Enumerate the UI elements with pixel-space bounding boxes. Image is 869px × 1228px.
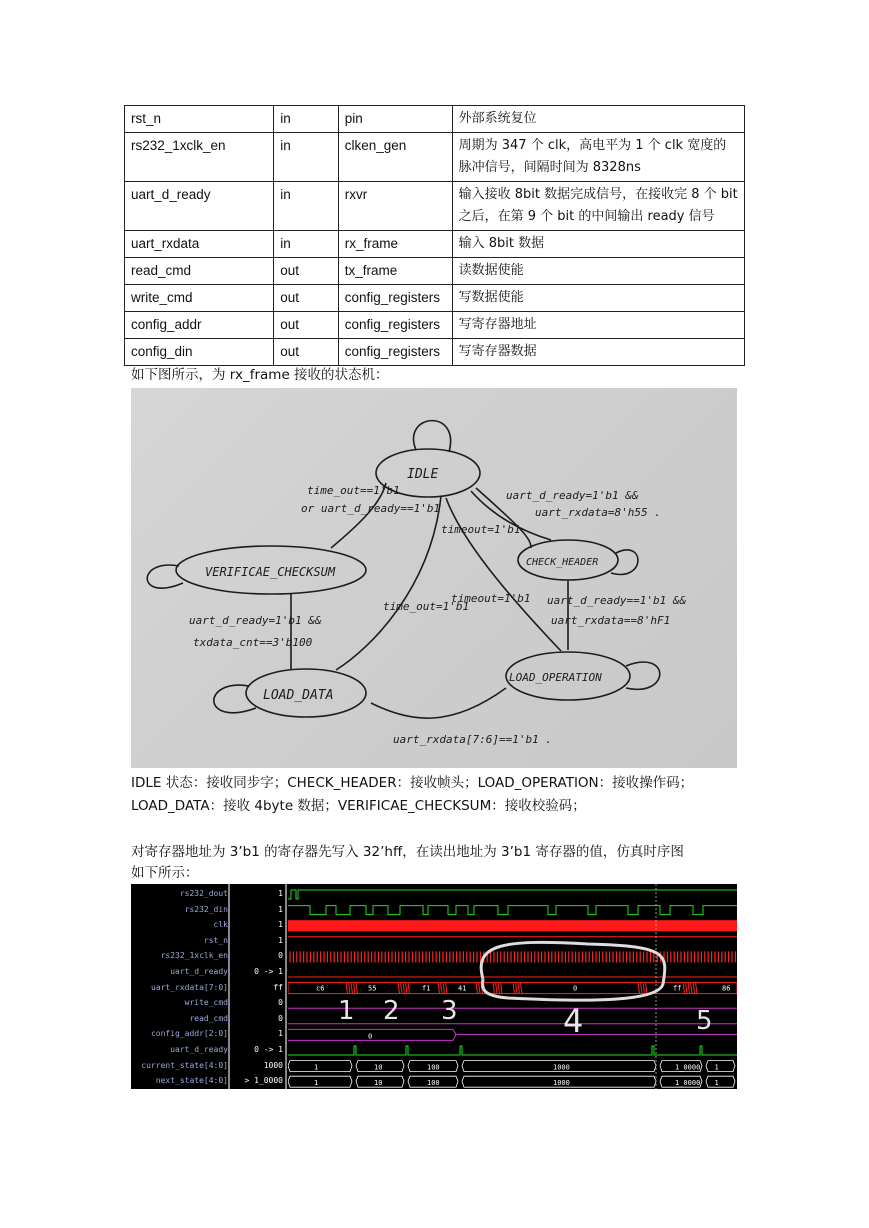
fsm-trans-4: uart_rxdata=8'h55 . xyxy=(535,506,661,519)
current-state-value: 1_0000 xyxy=(675,1063,701,1072)
config-addr-value: 0 xyxy=(368,1032,373,1041)
fsm-label-verify: VERIFICAE_CHECKSUM xyxy=(205,565,336,579)
fsm-label-check-header: CHECK_HEADER xyxy=(526,557,599,568)
wave-rxdata-transition xyxy=(498,983,500,994)
state-bus-segment xyxy=(706,1076,735,1087)
direction-cell: in xyxy=(274,182,339,231)
column-divider xyxy=(285,884,287,1089)
state-bus-segment xyxy=(288,1076,352,1087)
wave-rxdata-transition xyxy=(493,983,495,994)
current-state-value: 1 xyxy=(714,1063,719,1072)
wave-rxdata-transition xyxy=(356,983,358,994)
signal-name-cell: write_cmd xyxy=(125,285,274,312)
wave-rxdata-transition xyxy=(354,983,356,994)
waveform-plot xyxy=(288,884,737,1089)
signal-name[interactable]: rst_n xyxy=(203,935,228,945)
direction-cell: out xyxy=(274,339,339,366)
signal-value: 1 xyxy=(278,935,283,945)
direction-cell: in xyxy=(274,231,339,258)
wave-rxdata-transition xyxy=(438,983,440,994)
module-cell: clken_gen xyxy=(338,133,452,182)
signal-value: 1000 xyxy=(263,1060,283,1070)
wave-rxdata-transition xyxy=(441,983,443,994)
direction-cell: out xyxy=(274,258,339,285)
fsm-trans-5: timeout=1'b1 xyxy=(441,523,521,536)
module-cell: rxvr xyxy=(338,182,452,231)
fsm-trans-2: or uart_d_ready==1'b1 xyxy=(301,502,441,515)
signal-name[interactable]: rs232_dout xyxy=(179,889,228,898)
annotation-number: 3 xyxy=(441,996,458,1026)
wave-rxdata-transition xyxy=(638,983,640,994)
table-row xyxy=(125,182,745,231)
description-cell: 写寄存器数据 xyxy=(452,339,744,366)
next-state-value: 100 xyxy=(427,1079,440,1088)
next-state-value: 1_0000 xyxy=(675,1079,701,1088)
fsm-trans-7: timeout=1'b1 xyxy=(451,592,531,605)
wave-rxdata-transition xyxy=(691,983,693,994)
column-divider xyxy=(228,884,230,1089)
fsm-trans-6: time_out=1'b1 xyxy=(383,600,470,613)
next-state-value: 1000 xyxy=(553,1079,570,1088)
rxdata-value: c6 xyxy=(316,984,325,993)
fsm-photo xyxy=(131,388,737,768)
signal-value: > 1_0000 xyxy=(244,1076,283,1086)
fsm-trans-1: time_out==1'b1 xyxy=(307,484,400,497)
states-desc-line-2: LOAD_DATA：接收 4byte 数据；VERIFICAE_CHECKSUM：接收校验码； xyxy=(131,798,586,814)
signal-name[interactable]: uart_d_ready xyxy=(170,1045,228,1054)
wave-rxdata-transition xyxy=(346,983,348,994)
signal-name[interactable]: rs232_din xyxy=(184,904,228,914)
direction-cell: out xyxy=(274,285,339,312)
wave-rxdata-transition xyxy=(518,983,520,994)
signal-name-cell: read_cmd xyxy=(125,258,274,285)
wave-rxdata-transition xyxy=(476,983,478,994)
module-cell: config_registers xyxy=(338,339,452,366)
module-cell: config_registers xyxy=(338,285,452,312)
signal-name-cell: rst_n xyxy=(125,106,274,133)
wave-rxdata-bus xyxy=(288,983,737,994)
module-cell: rx_frame xyxy=(338,231,452,258)
state-bus-segment xyxy=(706,1061,735,1072)
wave-rxdata-transition xyxy=(693,983,695,994)
wave-rxdata-transition xyxy=(408,983,410,994)
wave-rs232-dout xyxy=(288,890,737,899)
wave-rxdata-transition xyxy=(398,983,400,994)
signal-name[interactable]: clk xyxy=(213,920,228,930)
direction-cell: in xyxy=(274,106,339,133)
current-state-value: 10 xyxy=(374,1063,383,1072)
fsm-label-load-data: LOAD_DATA xyxy=(263,688,334,703)
next-state-value: 1 xyxy=(714,1079,719,1088)
signal-name-cell: uart_rxdata xyxy=(125,231,274,258)
table-row xyxy=(125,133,745,182)
module-cell: tx_frame xyxy=(338,258,452,285)
signal-value: 1 xyxy=(278,920,283,930)
signal-name[interactable]: next_state[4:0] xyxy=(155,1076,228,1086)
wave-rxdata-transition xyxy=(516,983,518,994)
wave-rxdata-transition xyxy=(641,983,643,994)
fsm-diagram xyxy=(131,388,737,768)
wave-rxdata-transition xyxy=(496,983,498,994)
sim-desc-line-1: 对寄存器地址为 3’b1 的寄存器先写入 32’hff，在读出地址为 3’b1 寄存器的值，仿真时序图 xyxy=(131,844,684,860)
rxdata-value: 55 xyxy=(368,984,377,993)
signal-table xyxy=(124,105,745,366)
fsm-intro-text: 如下图所示，为 rx_frame 接收的状态机： xyxy=(131,367,389,383)
wave-rxdata-transition xyxy=(521,983,523,994)
current-state-value: 1000 xyxy=(553,1063,570,1072)
signal-name-cell: config_addr xyxy=(125,312,274,339)
fsm-trans-10: uart_d_ready==1'b1 && xyxy=(547,594,687,607)
wave-rxdata-transition xyxy=(443,983,445,994)
description-cell: 周期为 347 个 clk，高电平为 1 个 clk 宽度的脉冲信号，间隔时间为 8328ns xyxy=(452,133,744,182)
wave-rxdata-transition xyxy=(349,983,351,994)
wave-rxdata-transition xyxy=(683,983,685,994)
direction-cell: in xyxy=(274,133,339,182)
signal-table-body xyxy=(125,106,745,366)
signal-name[interactable]: rs232_1xclk_en xyxy=(160,951,228,961)
annotation-number: 2 xyxy=(383,996,400,1026)
rxdata-value: 41 xyxy=(458,984,467,993)
description-cell: 写寄存器地址 xyxy=(452,312,744,339)
wave-rxdata-transition xyxy=(686,983,688,994)
table-row xyxy=(125,258,745,285)
direction-cell: out xyxy=(274,312,339,339)
signal-name[interactable]: current_state[4:0] xyxy=(141,1060,228,1070)
signal-value: 0 xyxy=(278,998,283,1008)
table-row xyxy=(125,285,745,312)
module-cell: config_registers xyxy=(338,312,452,339)
fsm-trans-11: uart_rxdata==8'hF1 xyxy=(551,614,671,627)
table-row xyxy=(125,312,745,339)
signal-name[interactable]: write_cmd xyxy=(184,998,228,1008)
annotation-number: 4 xyxy=(563,1002,584,1040)
signal-name-cell: uart_d_ready xyxy=(125,182,274,231)
signal-value: 0 xyxy=(278,951,283,961)
states-desc-line-1: IDLE 状态：接收同步字；CHECK_HEADER：接收帧头；LOAD_OPERATION：接收操作码； xyxy=(131,775,694,791)
wave-rxdata-transition xyxy=(501,983,503,994)
signal-name[interactable]: config_addr[2:0] xyxy=(150,1029,228,1039)
wave-rxdata-transition xyxy=(646,983,648,994)
signal-name[interactable]: uart_d_ready xyxy=(170,967,228,976)
wave-rxdata-transition xyxy=(446,983,448,994)
signal-name[interactable]: uart_rxdata[7:0] xyxy=(150,982,228,992)
wave-rs232-din xyxy=(288,906,737,915)
signal-name[interactable]: read_cmd xyxy=(189,1013,228,1023)
rxdata-value: 0 xyxy=(573,984,578,993)
signal-value: 0 -> 1 xyxy=(254,1045,283,1054)
wave-rxdata-transition xyxy=(479,983,481,994)
rxdata-value: f1 xyxy=(422,984,431,993)
signal-value: ff xyxy=(273,982,283,992)
annotation-number: 1 xyxy=(338,996,355,1026)
fsm-trans-8: uart_d_ready=1'b1 && xyxy=(189,614,322,627)
wave-rxdata-transition xyxy=(406,983,408,994)
signal-value: 1 xyxy=(278,889,283,898)
sim-desc-line-2: 如下所示： xyxy=(131,865,199,881)
wave-uart-d-ready-2 xyxy=(288,1046,737,1055)
module-cell: pin xyxy=(338,106,452,133)
table-row xyxy=(125,231,745,258)
current-state-value: 1 xyxy=(314,1063,319,1072)
table-row xyxy=(125,106,745,133)
state-bus-segment xyxy=(288,1061,352,1072)
fsm-trans-12: uart_rxdata[7:6]==1'b1 . xyxy=(393,733,552,746)
fsm-label-load-operation: LOAD_OPERATION xyxy=(509,671,602,684)
description-cell: 输入接收 8bit 数据完成信号，在接收完 8 个 bit 之后，在第 9 个 bit 的中间输出 ready 信号 xyxy=(452,182,744,231)
signal-value: 0 -> 1 xyxy=(254,967,283,976)
fsm-trans-9: txdata_cnt==3'b100 xyxy=(193,636,313,649)
signal-value: 1 xyxy=(278,904,283,914)
description-cell: 外部系统复位 xyxy=(452,106,744,133)
fsm-label-idle: IDLE xyxy=(407,467,439,482)
description-cell: 读数据使能 xyxy=(452,258,744,285)
rxdata-value: ff xyxy=(673,984,682,993)
wave-rxdata-transition xyxy=(688,983,690,994)
wave-rxdata-transition xyxy=(643,983,645,994)
wave-rxdata-transition xyxy=(401,983,403,994)
annotation-number: 5 xyxy=(696,1006,713,1036)
signal-value: 1 xyxy=(278,1029,283,1039)
table-row xyxy=(125,339,745,366)
signal-name-cell: rs232_1xclk_en xyxy=(125,133,274,182)
wave-rxdata-transition xyxy=(351,983,353,994)
wave-rxdata-transition xyxy=(696,983,698,994)
wave-clk xyxy=(288,920,737,931)
description-cell: 写数据使能 xyxy=(452,285,744,312)
signal-name-cell: config_din xyxy=(125,339,274,366)
next-state-value: 10 xyxy=(374,1079,383,1088)
wave-rxdata-transition xyxy=(513,983,515,994)
signal-value: 0 xyxy=(278,1013,283,1023)
waveform-viewer xyxy=(131,884,737,1089)
current-state-value: 100 xyxy=(427,1063,440,1072)
rxdata-value: 86 xyxy=(722,984,731,993)
description-cell: 输入 8bit 数据 xyxy=(452,231,744,258)
wave-rxdata-transition xyxy=(403,983,405,994)
next-state-value: 1 xyxy=(314,1079,319,1088)
fsm-trans-3: uart_d_ready=1'b1 && xyxy=(506,489,639,502)
